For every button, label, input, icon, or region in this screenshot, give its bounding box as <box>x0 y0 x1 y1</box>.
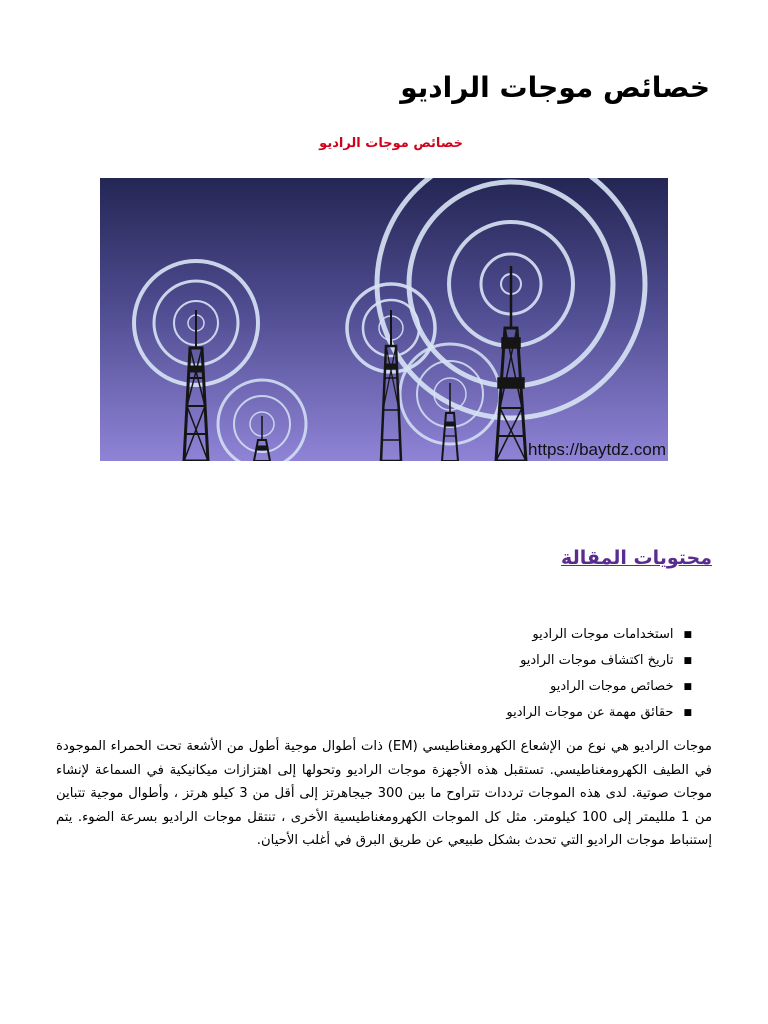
toc-item-label[interactable]: تاريخ اكتشاف موجات الراديو <box>520 653 674 668</box>
bullet-icon: ■ <box>683 682 692 692</box>
bullet-icon: ■ <box>683 656 692 666</box>
toc-item[interactable] <box>506 622 692 648</box>
toc-item[interactable] <box>506 674 692 700</box>
toc-item[interactable] <box>506 700 692 726</box>
toc-item-label[interactable]: حقائق مهمة عن موجات الراديو <box>506 705 674 720</box>
toc-heading[interactable]: محتويات المقالة <box>561 547 712 569</box>
bullet-icon: ■ <box>683 708 692 718</box>
page-title: خصائص موجات الراديو <box>400 71 710 104</box>
bullet-icon: ■ <box>683 630 692 640</box>
hero-image <box>100 178 668 461</box>
radio-towers-illustration <box>100 178 668 461</box>
toc-item[interactable] <box>506 648 692 674</box>
article-subtitle: خصائص موجات الراديو <box>319 136 463 151</box>
toc-item-label[interactable]: خصائص موجات الراديو <box>550 679 674 694</box>
image-watermark: https://baytdz.com <box>528 440 666 459</box>
toc-item-label[interactable]: استخدامات موجات الراديو <box>532 627 674 642</box>
body-paragraph: موجات الراديو هي نوع من الإشعاع الكهرومغناطيسي (EM) ذات أطوال موجية أطول من الأشعة تحت الحمراء الموجودة في الطيف الكهرومغناطيسي. تستقبل هذه الأجهزة موجات الراديو وتحولها إلى اهتزازات ميكانيكية في السماعة لإنشاء موجات صوتية. لدى هذه الموجات ترددات تتراوح ما بين 300 جيجاهرتز إلى أقل من 3 كيلو هرتز ، وأطوال موجية تتباين من 1 ملليمتر إلى 100 كيلومتر. مثل كل الموجات الكهرومغناطيسية الأخرى ، تنتقل موجات الراديو بسرعة الضوء. يتم إستنباط موجات الراديو التي تحدث بشكل طبيعي عن طريق البرق في أغلب الأحيان. <box>56 739 713 849</box>
toc-list <box>506 622 692 726</box>
